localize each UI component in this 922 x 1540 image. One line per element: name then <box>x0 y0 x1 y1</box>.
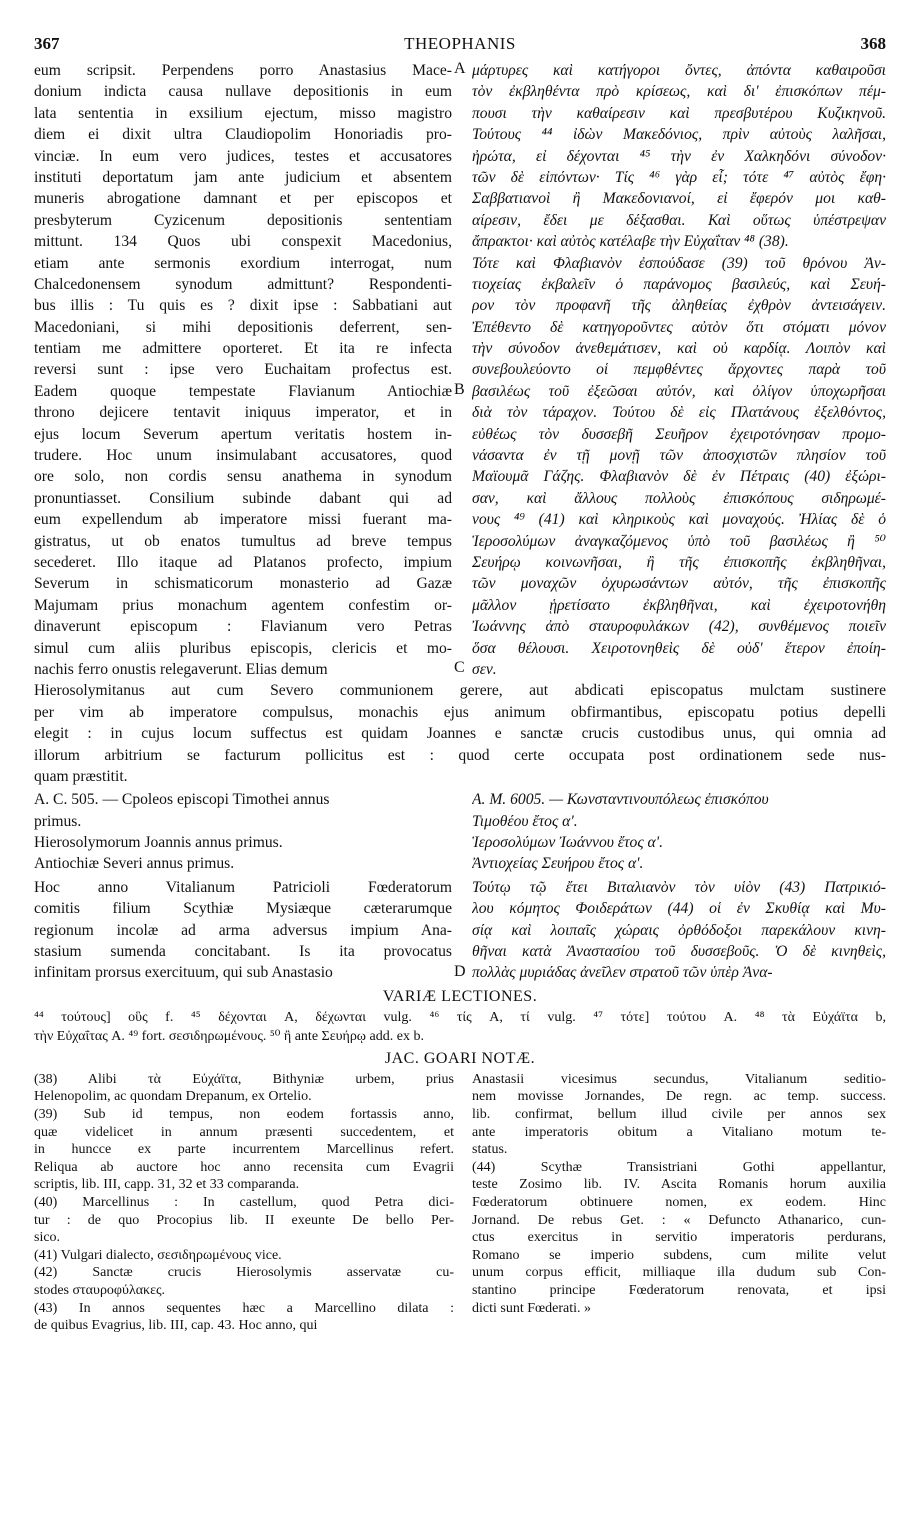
greek-text-line: ὅσα θέλουσι. Χειροτονηθεὶς δὲ οὐδ' ἕτερον ἐποίη- <box>472 639 886 657</box>
year-headings <box>34 789 886 875</box>
note-line: tur : de quo Procopius lib. II exeunte De bello Per- <box>34 1212 454 1228</box>
greek-text-line: Τούτῳ τῷ ἔτει Βιταλιανὸν τὸν υἱὸν (43) Πατρικιό- <box>472 878 886 896</box>
note-line: lib. confirmat, bellum illud civile per annos sex <box>472 1106 886 1122</box>
variae-heading: VARIÆ LECTIONES. <box>382 987 538 1005</box>
note-line: Romano se imperio subdens, cum milite velut <box>472 1247 886 1263</box>
left-page-number: 367 <box>34 34 60 53</box>
greek-text-line: πουσι τὴν καθαίρεσιν καὶ πρεσβυτέρου Κυζικηνοῦ. <box>472 104 886 122</box>
greek-text-line: Τότε καὶ Φλαβιανὸν ἐσπούδασε (39) τοῦ θρόνου Ἀν- <box>472 254 886 272</box>
latin-text-line: gistratus, ut ob enatos tumultus ad breve tempus <box>34 532 452 550</box>
greek-text-line: ἄπρακτοι· καὶ αὐτὸς κατέλαβε τὴν Εὐχαΐταν ⁴⁸ (38). <box>472 233 789 251</box>
variant-reading-line: τὴν Εὐχαΐτας A. ⁴⁹ fort. σεσιδηρωμένους. ⁵⁰ ἢ ante Σευήρῳ add. ex b. <box>34 1028 424 1044</box>
latin-text-line: dinaverunt episcopum : Flavianum vero Petras <box>34 618 452 636</box>
latin-text-line: instituti deportatum jam ante judicium et absentem <box>34 168 452 186</box>
margin-markers <box>452 60 472 680</box>
note-line: Reliqua ab auctore hoc anno recensita cum Evagrii <box>34 1159 454 1175</box>
note-line: (43) In annos sequentes hæc a Marcellino dilata : <box>34 1300 454 1316</box>
latin-text-line: comitis filium Scythiæ Mysiæque cæterarumque <box>34 900 452 918</box>
note-line: unum corpus efficit, milliaque illa dudum sub Con- <box>472 1265 886 1281</box>
variae-lectiones <box>34 1008 886 1046</box>
latin-text-line: Hierosolymitanus aut cum Severo communionem gerere, aut abdicati episcopatus mulctam sustinere <box>34 682 886 700</box>
greek-text-line: σεν. <box>472 660 497 678</box>
greek-text-line: Μαϊουμᾶ Γάζης. Φλαβιανὸν δὲ ἐν Πέτραις (40) ἐξώρι- <box>472 468 886 486</box>
latin-text-line: elegit : in cujus locum suffectus est quidam Joannes e sanctæ crucis custodibus unus, qui omnia ad <box>34 725 886 743</box>
notes-left-column <box>34 1071 454 1335</box>
greek-text-line: σίᾳ καὶ λοιπαῖς χώραις ὀρθόδοξοι παρεκάλουν κινη- <box>472 921 886 939</box>
greek-text-line: τὴν σύνοδον ἀνεθεμάτισεν, καὶ οὐ καρδίᾳ. Λοιπὸν καὶ <box>472 340 886 358</box>
running-title: THEOPHANIS <box>404 34 516 53</box>
greek-text-line: τῶν δὲ εἰπόντων· Τίς ⁴⁶ γὰρ εἶ; τότε ⁴⁷ αὐτὸς ἔφη· <box>472 168 886 186</box>
year-heading-line: Ἀντιοχείας Σευήρου ἔτος α'. <box>472 855 644 873</box>
greek-text-line: Ἐπέθεντο δὲ κατηγοροῦντες αὐτὸν ὅτι στόματι μόνον <box>472 318 886 336</box>
greek-text-line: Σευήρῳ κοινωνῆσαι, ἢ τῆς ἐπισκοπῆς ἐκβληθῆναι, <box>472 553 886 571</box>
margin-letter-c: C <box>454 659 465 676</box>
greek-column <box>472 60 886 680</box>
latin-text-line: Chalcedonensem synodum admittunt? Respondenti- <box>34 275 452 293</box>
latin-text-line: etiam ante sermonis exordium interrogat, num <box>34 254 452 272</box>
latin-text-line: pronuntiasset. Consilium subinde dabant qui ad <box>34 489 452 507</box>
note-line: Helenopolim, ac quondam Drepanum, ex Ortelio. <box>34 1089 312 1105</box>
latin-year-heading <box>34 789 452 875</box>
latin-text-line: simul cum aliis pluribus episcopis, clericis et mo- <box>34 639 452 657</box>
latin-text-line: nachis ferro onustis relegaverunt. Elias demum <box>34 660 328 678</box>
greek-text-line: Σαββατιανοὶ ἢ Μακεδονιανοί, εἰ ἔφερόν μοι καθ- <box>472 190 886 208</box>
greek-text-line: Ἱεροσολύμων ἀναγκαζόμενος ὑπὸ τοῦ βασιλέως ἢ ⁵⁰ <box>472 532 886 550</box>
margin-letter-b: B <box>454 381 465 398</box>
note-line: Anastasii vicesimus secundus, Vitalianum seditio- <box>472 1071 886 1087</box>
greek-text-line: Τούτους ⁴⁴ ἰδὼν Μακεδόνιος, πρὶν αὐτοὺς λαλῆσαι, <box>472 126 886 144</box>
note-line: (41) Vulgari dialecto, σεσιδηρωμένους vice. <box>34 1247 282 1263</box>
running-header <box>34 34 886 58</box>
latin-text-line: lata sententia in exsilium ejectum, misso magistro <box>34 104 452 122</box>
year-heading-line: Ἱεροσολύμων Ἰωάννου ἔτος α'. <box>472 834 663 852</box>
latin-text-line: Hoc anno Vitalianum Patricioli Fœderatorum <box>34 878 452 896</box>
year-heading-line: A. M. 6005. — Κωνσταντινουπόλεως ἐπισκόπου <box>472 791 769 809</box>
latin-text-line: per vim ab imperatore compulsus, monachis ejus animum obfirmantibus, episcopatu potius depelli <box>34 703 886 721</box>
latin-text-line: regionum incolæ ad arma adversus impium Ana- <box>34 921 452 939</box>
page <box>34 34 886 1335</box>
latin-text-line: illorum arbitrium se facturum pollicitus est : quod certe occupata post ordinationem sede nus- <box>34 746 886 764</box>
greek-text-line: μᾶλλον ᾑρετίσατο ἐκβληθῆναι, καὶ ἐχειροτονήθη <box>472 596 886 614</box>
note-line: dicti sunt Fœderati. » <box>472 1300 591 1316</box>
greek-text-line: τὸν ἐκβληθέντα πρὸ κρίσεως, καὶ δι' ἐπισκόπων πέμ- <box>472 83 886 101</box>
latin-text-line: ejus locum Severum apertum veritatis hostem in- <box>34 425 452 443</box>
note-line: (38) Alibi τὰ Εὐχάϊτα, Bithyniæ urbem, prius <box>34 1071 454 1087</box>
latin-text-line: Majumam prius monachum agentem confestim or- <box>34 596 452 614</box>
greek-text-line: νάσαντα ἐν τῇ μονῇ τῶν ἀποσχιστῶν πλησίον τοῦ <box>472 447 886 465</box>
note-line: de quibus Evagrius, lib. III, cap. 43. Hoc anno, qui <box>34 1318 318 1334</box>
latin-text-line: trudere. Hoc unum insimulabant accusatores, quod <box>34 447 452 465</box>
greek-text-line: αίρεσιν, ἔδει με δέξασθαι. Καὶ οὕτως ὑπέστρεψαν <box>472 211 886 229</box>
note-line: teste Zosimo lib. IV. Ascita Romanis horum auxilia <box>472 1177 886 1193</box>
greek-text-line: ἠρώτα, εἰ δέχονται ⁴⁵ τὴν ἐν Χαλκηδόνι σύνοδον· <box>472 147 886 165</box>
greek-text-line: τῶν μοναχῶν ὀχυρωσάντων αὐτόν, τῆς ἐπισκοπῆς <box>472 575 886 593</box>
note-line: Fœderatorum obtinuere nomen, ex eodem. Hinc <box>472 1194 886 1210</box>
latin-full-width-text <box>34 680 886 787</box>
latin-text-line: throno dejicere tentavit iniquus imperator, et in <box>34 404 452 422</box>
note-line: (42) Sanctæ crucis Hierosolymis asservatæ cu- <box>34 1265 454 1281</box>
latin-text-line: presbyterum Cyzicenum depositionis sententiam <box>34 211 452 229</box>
latin-text-line: diem ei dixit ultra Claudiopolim Honoriadis pro- <box>34 126 452 144</box>
greek-text-line: θῆναι κατὰ Ἀναστασίου τοῦ δυσσεβοῦς. Ὁ δὲ κινηθεὶς, <box>472 943 886 961</box>
variant-reading-line: ⁴⁴ τούτους] οὓς f. ⁴⁵ δέχονται A, δέχωνται vulg. ⁴⁶ τίς A, τί vulg. ⁴⁷ τότε] τούτου A. ⁴⁸ τὰ Εὐχάϊτα b, <box>34 1009 886 1025</box>
notae-heading: JAC. GOARI NOTÆ. <box>384 1049 536 1067</box>
year-heading-line: Antiochiæ Severi annus primus. <box>34 855 235 873</box>
latin-text-line: reversi sunt : ipse vero Euchaitam profectus est. <box>34 361 452 379</box>
note-line: ante imperatoris obitum a Vitaliano motum te- <box>472 1124 886 1140</box>
latin-text-line: vinciæ. In eum vero judices, testes et accusatores <box>34 147 452 165</box>
latin-column-bottom <box>34 877 452 984</box>
note-line: ctus exercitus in servitio imperatoris perdurans, <box>472 1230 886 1246</box>
parallel-text-bottom <box>34 877 886 984</box>
note-line: scriptis, lib. III, capp. 31, 32 et 33 comparanda. <box>34 1177 300 1193</box>
note-line: (40) Marcellinus : In castellum, quod Petra dici- <box>34 1194 454 1210</box>
greek-text-line: εὐθέως τὸν δυσσεβῆ Σευῆρον ἐχειροτόνησαν προμο- <box>472 425 886 443</box>
greek-text-line: ρον τὸν προφανῆ τῆς ἀληθείας ἐχθρὸν ἀντεισάγειν. <box>472 297 886 315</box>
note-line: quæ videlicet in annum præsenti succedentem, et <box>34 1124 454 1140</box>
latin-text-line: tentiam me admittere oporteret. Et ita re infecta <box>34 340 452 358</box>
notes-right-column <box>472 1071 886 1335</box>
note-line: (44) Scythæ Transistriani Gothi appellantur, <box>472 1159 886 1175</box>
notes <box>34 1071 886 1335</box>
note-line: sico. <box>34 1230 61 1246</box>
latin-text-line: quam præstitit. <box>34 767 128 785</box>
greek-text-line: συνεβουλεύοντο οἱ πεμφθέντες ἄρχοντες παρὰ τοῦ <box>472 361 886 379</box>
greek-year-heading <box>472 789 886 875</box>
note-line: nem movisse Jornandes, De regn. ac temp. success. <box>472 1089 886 1105</box>
greek-text-line: διὰ τὸν τάραχον. Τούτου δὲ εἰς Πλατάνους ἐξελθόντος, <box>472 404 886 422</box>
latin-text-line: eum scripsit. Perpendens porro Anastasius Mace- <box>34 62 452 79</box>
greek-text-line: μάρτυρες καὶ κατήγοροι ὄντες, ἀπόντα καθαιροῦσι <box>472 62 886 79</box>
greek-text-line: πολλὰς μυριάδας ἀνεῖλεν στρατοῦ τῶν ὑπὲρ Ἀνα- <box>472 964 773 982</box>
greek-text-line: τιοχείας ἐκβαλεῖν ὁ παράνομος βασιλεύς, καὶ Σευή- <box>472 275 886 293</box>
greek-column-bottom <box>472 877 886 984</box>
latin-text-line: ore solo, non cordis sensu anathema in synodum <box>34 468 452 486</box>
latin-text-line: stasium sumenda concitabant. Is ita provocatus <box>34 943 452 961</box>
latin-text-line: Macedoniani, si mihi depositionis deferrent, sen- <box>34 318 452 336</box>
year-heading-line: primus. <box>34 812 82 830</box>
latin-text-line: Eadem quoque tempestate Flavianum Antiochiæ <box>34 382 452 400</box>
year-heading-line: Hierosolymorum Joannis annus primus. <box>34 834 283 852</box>
margin-letter-d: D <box>454 962 466 980</box>
latin-text-line: infinitam prorsus exercituum, qui sub Anastasio <box>34 964 333 982</box>
latin-text-line: muneris abrogatione damnant et per episcopos et <box>34 190 452 208</box>
greek-text-line: Ἰωάννης ἀπὸ σταυροφυλάκων (42), συνθέμενος ποιεῖν <box>472 618 886 636</box>
latin-text-line: donium indicta causa nullave depositionis in eum <box>34 83 452 101</box>
note-line: status. <box>472 1142 508 1158</box>
year-heading-line: A. C. 505. — Cpoleos episcopi Timothei annus <box>34 791 330 809</box>
latin-text-line: secederet. Illo itaque ad Platanos profecto, impium <box>34 553 452 571</box>
note-line: in huncce ex parte incurrentem Marcellinus refert. <box>34 1142 454 1158</box>
latin-text-line: Severum in schismaticorum monasterio ad Gazæ <box>34 575 452 593</box>
latin-text-line: eum expellendum ab imperatore missi fuerant ma- <box>34 511 452 529</box>
note-line: stantino principe Fœderatorum renovata, et ipsi <box>472 1282 886 1298</box>
greek-text-line: σαν, καὶ ἄλλους πολλοὺς ἐπισκόπους σιδηρωμέ- <box>472 489 886 507</box>
year-heading-line: Τιμοθέου ἔτος α'. <box>472 812 578 830</box>
parallel-text-top <box>34 60 886 680</box>
greek-text-line: λου κόμητος Φοιδεράτων (44) οἱ ἐν Σκυθίᾳ καὶ Μυ- <box>472 900 886 918</box>
note-line: stodes σταυροφύλακες. <box>34 1282 166 1298</box>
right-page-number: 368 <box>860 34 886 53</box>
latin-text-line: mittunt. 134 Quos ubi conspexit Macedonius, <box>34 233 452 251</box>
note-line: (39) Sub id tempus, non eodem fortassis anno, <box>34 1106 454 1122</box>
greek-text-line: νους ⁴⁹ (41) καὶ κληρικοὺς καὶ μοναχούς. Ἠλίας δὲ ὁ <box>472 511 886 529</box>
latin-text-line: bus illis : Tu quis es ? dixit ipse : Sabbatiani aut <box>34 297 452 315</box>
note-line: Jornand. De rebus Get. : « Defuncto Athanarico, cun- <box>472 1212 886 1228</box>
latin-column <box>34 60 452 680</box>
margin-letter-a: A <box>454 60 466 77</box>
greek-text-line: βασιλέως τοῦ ἐξεῶσαι αὐτόν, καὶ ὀλίγον ὑποχωρῆσαι <box>472 382 886 400</box>
